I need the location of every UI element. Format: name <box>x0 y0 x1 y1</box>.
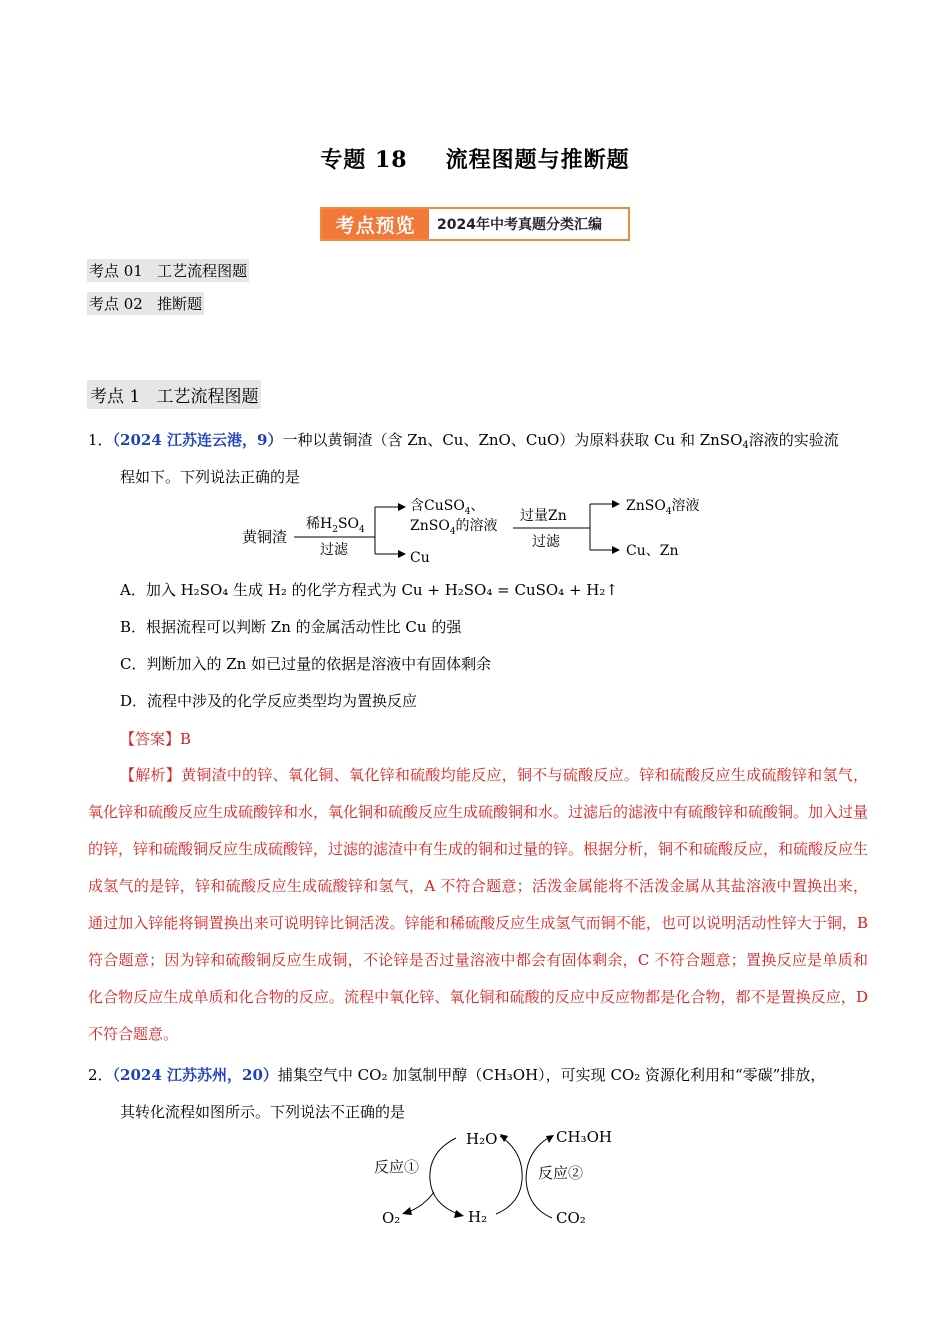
flow-reagent2: 过量Zn <box>520 508 567 524</box>
flow-reagent1: 稀$H_2SO_4$ <box>306 516 365 535</box>
flow-filter1: 过滤 <box>320 542 348 558</box>
flow-start: 黄铜渣 <box>242 528 288 546</box>
cycle-h2o: H₂O <box>466 1130 498 1148</box>
q1-analysis: 【解析】黄铜渣中的锌、氧化铜、氧化锌和硫酸均能反应，铜不与硫酸反应。锌和硫酸反应生成硫酸锌和氢气，氧化锌和硫酸反应生成硫酸锌和水，氧化铜和硫酸反应生成硫酸铜和水。过滤后的滤液中有硫酸锌和硫酸铜。加入过量的锌，锌和硫酸铜反应生成硫酸锌，过滤的滤渣中有生成的铜和过量的锌。根据分析，铜不和硫酸反应，和硫酸反应生成氢气的是锌，锌和硫酸反应生成硫酸锌和氢气，A 不符合题意；活泼金属能将不活泼金属从其盐溶液中置换出来，通过加入锌能将铜置换出来可说明锌比铜活泼。锌能和稀硫酸反应生成氢气而铜不能，也可以说明活动性锌大于铜，B 符合题意；因为锌和硫酸铜反应生成铜，不论锌是否过量溶液中都会有固体剩余，C 不符合题意；置换反应是单质和化合物反应生成单质和化合物的反应。流程中氧化锌、氧化铜和硫酸的反应中反应物都是化合物，都不是置换反应，D 不符合题意。 <box>88 766 869 1043</box>
q1-flow-diagram <box>230 490 720 570</box>
q2-stem-cont: 其转化流程如图所示。下列说法不正确的是 <box>120 1103 406 1121</box>
q1-answer: 【答案】B <box>120 730 192 748</box>
page-title: 专题 18 流程图题与推断题 <box>320 147 630 173</box>
q1-option-c[interactable]: C．判断加入的 Zn 如已过量的依据是溶液中有固体剩余 <box>120 655 492 673</box>
flow-filter2: 过滤 <box>532 534 560 550</box>
q2-stem: 2．（2024 江苏苏州，20）捕集空气中 CO₂ 加氢制甲醇（CH₃OH），可实现 CO₂ 资源化利用和“零碳”排放， <box>88 1066 826 1084</box>
flow-out2b: Cu、Zn <box>626 543 679 559</box>
q1-option-d[interactable]: D．流程中涉及的化学反应类型均为置换反应 <box>120 692 418 710</box>
flow-out1a: 含CuSO$_4$、 <box>410 498 485 517</box>
preview-badge <box>320 207 630 241</box>
section-heading: 考点 1 工艺流程图题 <box>87 380 261 409</box>
flow-out2a: ZnSO$_4$溶液 <box>626 498 700 517</box>
badge-right: 2024年中考真题分类汇编 <box>437 217 602 233</box>
cycle-o2: O₂ <box>382 1209 401 1227</box>
flow-out1c: Cu <box>410 550 430 566</box>
cycle-r1: 反应① <box>374 1158 420 1176</box>
flow-out1b: ZnSO$_4$的溶液 <box>410 518 498 537</box>
toc-item-02[interactable]: 考点 02 推断题 <box>87 292 204 315</box>
cycle-r2: 反应② <box>538 1164 584 1182</box>
q1-option-a[interactable]: A．加入 H₂SO₄ 生成 H₂ 的化学方程式为 Cu + H₂SO₄ = CuSO₄ + H₂↑ <box>120 581 618 599</box>
cycle-ch3oh: CH₃OH <box>556 1128 612 1146</box>
q1-stem-cont: 程如下。下列说法正确的是 <box>120 468 301 486</box>
toc-item-01[interactable]: 考点 01 工艺流程图题 <box>87 259 249 282</box>
q1-stem: 1．（2024 江苏连云港，9）一种以黄铜渣（含 Zn、Cu、ZnO、CuO）为原料获取 Cu 和 ZnSO$_4$溶液的实验流 <box>88 431 839 451</box>
badge-left: 考点预览 <box>322 209 429 239</box>
cycle-h2: H₂ <box>468 1208 488 1226</box>
q2-cycle-diagram <box>360 1122 640 1232</box>
cycle-co2: CO₂ <box>556 1209 586 1227</box>
q1-option-b[interactable]: B．根据流程可以判断 Zn 的金属活动性比 Cu 的强 <box>120 618 462 636</box>
